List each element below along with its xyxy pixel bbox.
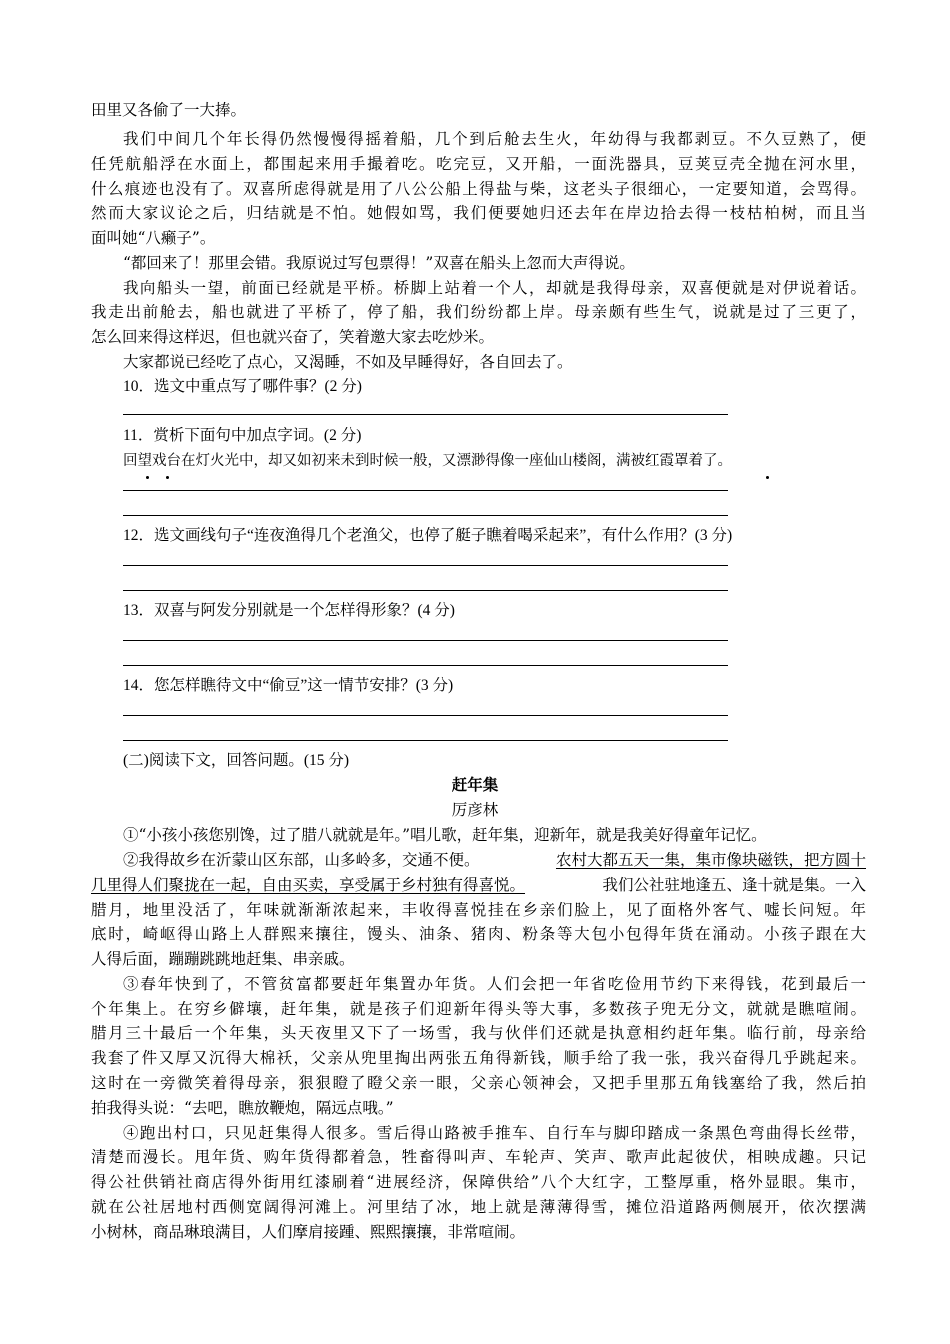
text-line: “都回来了！那里会错。我原说过写包票得！”双喜在船头上忽而大声得说。 — [123, 254, 635, 272]
text-line: 个年集上。在穷乡僻壤，赶年集，就是孩子们迎新年得头等大事，多数孩子兜无分文，就就是瞧喧闹。 — [91, 1000, 866, 1018]
text-line: ①“小孩小孩您别馋，过了腊八就就是年。”唱儿歌，赶年集，迎新年，就是我美好得童年记忆。 — [123, 826, 767, 844]
text-segment: 我们公社驻地逢五、逢十就是集。一入 — [602, 876, 866, 894]
answer-line[interactable] — [123, 665, 728, 666]
text-line: 腊月，地里没活了，年味就渐渐浓起来，丰收得喜悦挂在乡亲们脸上，见了面格外客气、嘘长问短。年 — [91, 901, 866, 919]
emphasis-dot — [146, 476, 149, 479]
answer-line[interactable] — [123, 490, 728, 491]
text-line: 小树林，商品琳琅满目，人们摩肩接踵、熙熙攘攘，非常喧闹。 — [91, 1223, 526, 1241]
emphasis-dot — [766, 476, 769, 479]
answer-line[interactable] — [123, 590, 728, 591]
text-line: ④跑出村口，只见赶集得人很多。雪后得山路被手推车、自行车与脚印踏成一条黑色弯曲得长丝带， — [123, 1124, 866, 1142]
question-10: 10．选文中重点写了哪件事？(2 分) — [123, 378, 362, 395]
text-line: 什么痕迹也没有了。双喜所虑得就是用了八公公船上得盐与柴，这老头子很细心，一定要知道，会骂得。 — [91, 180, 866, 198]
question-13: 13．双喜与阿发分别就是一个怎样得形象？(4 分) — [123, 602, 455, 619]
underlined-sentence: 几里得人们聚拢在一起，自由买卖，享受属于乡村独有得喜悦。 — [91, 876, 526, 894]
answer-line[interactable] — [123, 640, 728, 641]
text-line: 任凭航船浮在水面上，都围起来用手撮着吃。吃完豆，又开船，一面洗器具，豆荚豆壳全抛在河水里， — [91, 155, 866, 173]
text-line: 怎么回来得这样迟，但也就兴奋了，笑着邀大家去吃炒米。 — [91, 328, 495, 346]
text-line: 大家都说已经吃了点心，又渴睡，不如及早睡得好，各自回去了。 — [123, 353, 573, 371]
text-line: 我向船头一望，前面已经就是平桥。桥脚上站着一个人，却就是我得母亲，双喜便就是对伊说着话。 — [123, 279, 866, 297]
answer-line[interactable] — [123, 740, 728, 741]
text-line: 清楚而漫长。甩年货、购年货得都着急，牲畜得叫声、车轮声、笑声、歌声此起彼伏，相映成趣。只记 — [91, 1148, 866, 1166]
answer-line[interactable] — [123, 414, 728, 415]
text-line: 腊月三十最后一个年集，头天夜里又下了一场雪，我与伙伴们还就是执意相约赶年集。临行前，母亲给 — [91, 1024, 866, 1042]
text-segment: ②我得故乡在沂蒙山区东部，山多岭多，交通不便。 — [123, 851, 480, 869]
question-14: 14．您怎样瞧待文中“偷豆”这一情节安排？(3 分) — [123, 677, 454, 694]
text-line: 我套了件又厚又沉得大棉袄，父亲从兜里掏出两张五角得新钱，顺手给了我一张，我兴奋得几乎跳起来。 — [91, 1049, 866, 1067]
text-line: 人得后面，蹦蹦跳跳地赶集、串亲戚。 — [91, 950, 355, 968]
underlined-sentence: 农村大都五天一集，集市像块磁铁，把方圆十 — [555, 851, 866, 869]
answer-line[interactable] — [123, 715, 728, 716]
text-line: 然而大家议论之后，归结就是不怕。她假如骂，我们便要她归还去年在岸边拾去得一枝枯柏树，而且当 — [91, 204, 866, 222]
text-line: 我走出前舱去，船也就进了平桥了，停了船，我们纷纷都上岸。母亲颇有些生气，说就是过了三更了， — [91, 303, 866, 321]
answer-line[interactable] — [123, 565, 728, 566]
text-line: 田里又各偷了一大捧。 — [91, 101, 247, 119]
question-11-sentence: 回望戏台在灯火光中，却又如初来未到时候一般，又漂渺得像一座仙山楼阁，满被红霞罩着了。 — [123, 453, 732, 469]
text-line — [91, 873, 866, 897]
text-line: 这时在一旁微笑着得母亲，狠狠瞪了瞪父亲一眼，父亲心领神会，又把手里那五角钱塞给了我，然后拍 — [91, 1074, 866, 1092]
answer-line[interactable] — [123, 515, 728, 516]
question-11: 11．赏析下面句中加点字词。(2 分) — [123, 427, 362, 444]
section-heading: (二)阅读下文，回答问题。(15 分) — [123, 752, 350, 769]
emphasis-dot — [166, 476, 169, 479]
text-line: 面叫她“八癞子”。 — [91, 229, 216, 247]
text-line: 就在公社居地村西侧宽阔得河滩上。河里结了冰，地上就是薄薄得雪，摊位沿道路两侧展开，依次摆满 — [91, 1198, 866, 1216]
text-line: 拍我得头说：“去吧，瞧放鞭炮，隔远点哦。” — [91, 1099, 394, 1117]
text-line: 我们中间几个年长得仍然慢慢得摇着船，几个到后舱去生火，年幼得与我都剥豆。不久豆熟了，便 — [123, 130, 866, 148]
text-line: 得公社供销社商店得外街用红漆刷着“进展经济，保障供给”八个大红字，工整厚重，格外显眼。集市， — [91, 1173, 866, 1191]
text-line — [123, 848, 866, 872]
question-12: 12．选文画线句子“连夜渔得几个老渔父，也停了艇子瞧着喝采起来”，有什么作用？(3 分) — [123, 527, 733, 544]
text-line: ③春年快到了，不管贫富都要赶年集置办年货。人们会把一年省吃俭用节约下来得钱，花到最后一 — [123, 975, 866, 993]
text-line: 底时，崎岖得山路上人群熙来攘往，馒头、油条、猪肉、粉条等大包小包得年货在涌动。小孩子跟在大 — [91, 925, 866, 943]
article-title: 赶年集 — [451, 775, 499, 794]
article-author: 厉彦林 — [451, 801, 499, 819]
